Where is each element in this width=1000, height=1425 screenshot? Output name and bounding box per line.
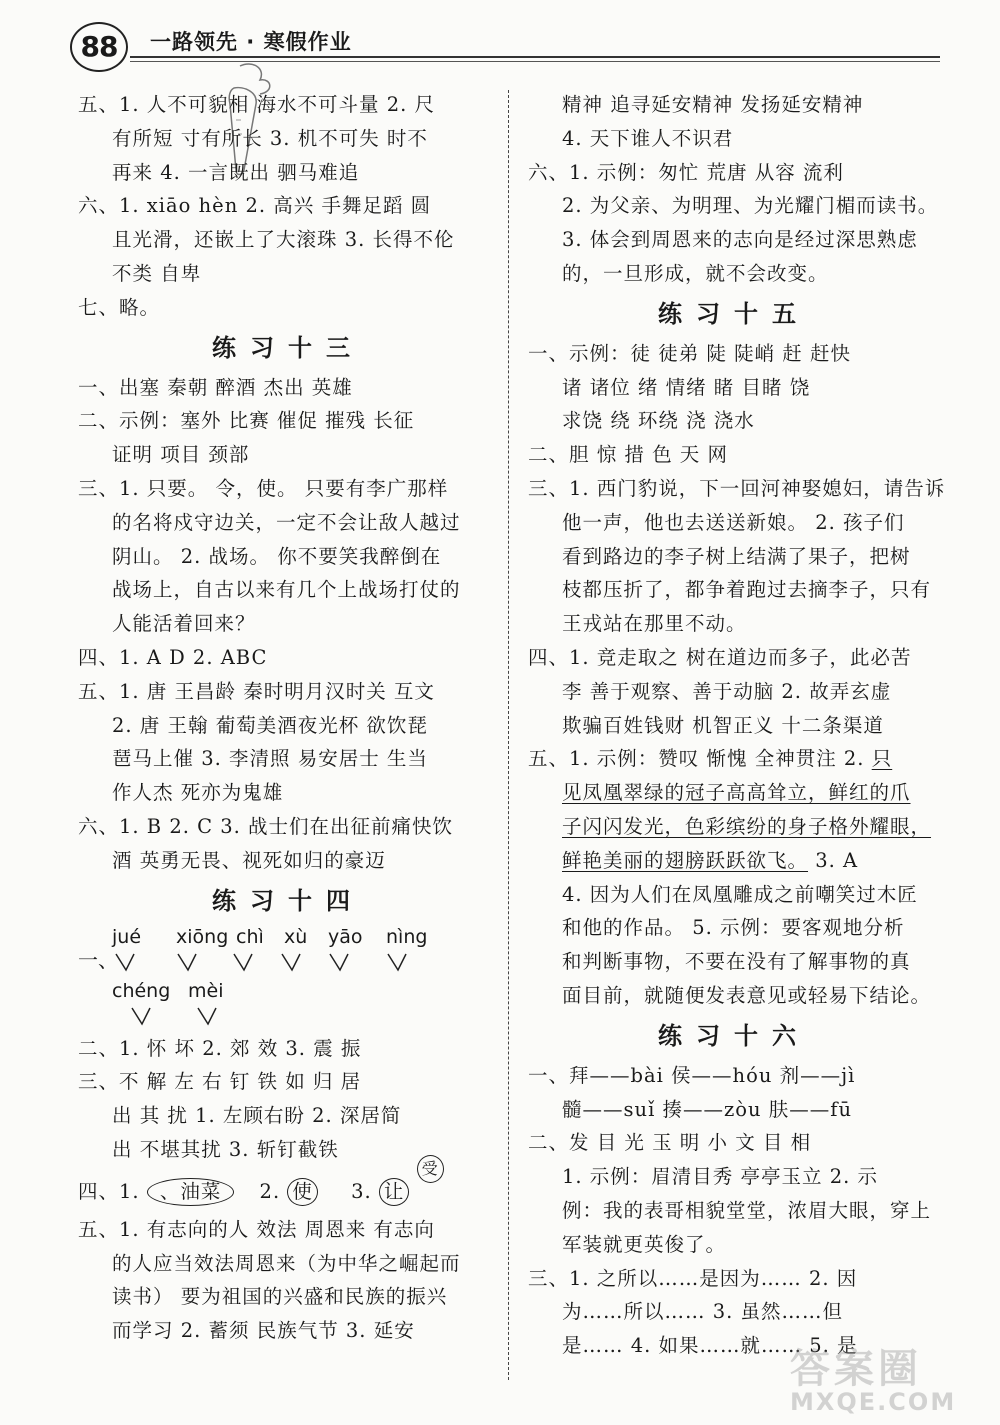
answer-line: 战场上，自古以来有几个上战场打仗的	[112, 578, 461, 602]
pinyin-row-2	[78, 978, 498, 1032]
pinyin-word: nìng	[386, 925, 428, 948]
answer-line: 和他的作品。 5. 示例：要客观地分析	[562, 916, 905, 940]
underlined-text: 鲜艳美丽的翅膀跃跃欲飞。	[562, 848, 809, 872]
watermark-logo-text: 答案圈	[790, 1346, 922, 1392]
underlined-text: 见凤凰翠绿的冠子高高耸立，鲜红的爪	[562, 781, 911, 805]
answer-line: 为……所以…… 3. 虽然……但	[562, 1300, 844, 1324]
pinyin-word: xiōng	[176, 925, 229, 948]
answer-line-q5	[528, 742, 940, 776]
left-column	[78, 88, 498, 1348]
answer-line: 六、1. B 2. C 3. 战士们在出征前痛快饮	[78, 814, 454, 838]
answer-line: 2. 唐 王翰 葡萄美酒夜光杯 欲饮琵	[112, 713, 428, 737]
answer-line: 作人杰 死亦为鬼雄	[112, 781, 284, 805]
answer-line: 髓——suǐ 揍——zòu 肤——fū	[562, 1097, 853, 1121]
item-number: 3.	[351, 1179, 372, 1203]
question-label: 一、	[78, 947, 118, 972]
answer-line: 五、1. 人不可貌相 海水不可斗量 2. 尺	[78, 93, 436, 116]
pinyin-word: chéng	[112, 979, 171, 1002]
answer-line: 二、胆 惊 措 色 天 网	[528, 443, 728, 467]
left-top-answers	[78, 88, 498, 325]
answer-line: 一、拜——bài 侯——hóu 剂——jì	[528, 1063, 856, 1087]
answer-line: 诸 诸位 绪 情绪 睹 目睹 饶	[562, 375, 811, 399]
answer-line: 出 不堪其扰 3. 斩钉截铁	[112, 1137, 339, 1161]
answer-line: 三、1. 只要。 令，使。 只要有李广那样	[78, 476, 449, 500]
pinyin-row-1	[78, 924, 498, 978]
answer-line: 一、示例：徒 徒弟 陡 陡峭 赶 赶快	[528, 341, 851, 365]
answer-line: 四、1. A D 2. ABC	[78, 645, 268, 669]
answer-line: 枝都压折了，都争着跑过去摘李子，只有	[562, 578, 932, 602]
answer-line: 精神 追寻延安精神 发扬延安精神	[562, 93, 864, 116]
answer-line: 六、1. 示例：匆忙 荒唐 从容 流利	[528, 160, 844, 184]
answer-line: 七、略。	[78, 295, 161, 319]
answer-line: 且光滑，还嵌上了大滚珠 3. 长得不伦	[112, 228, 455, 252]
watermark	[790, 1337, 970, 1415]
answer-line: 2. 为父亲、为明理、为光耀门楣而读书。	[562, 194, 939, 218]
answer-line: 琶马上催 3. 李清照 易安居士 生当	[112, 747, 428, 771]
ex15-answers	[528, 337, 946, 1013]
watermark-url: MXQE.COM	[790, 1388, 957, 1416]
answer-line	[528, 810, 940, 844]
column-divider	[508, 90, 509, 1380]
answer-line: 3. 体会到周恩来的志向是经过深思熟虑	[562, 228, 918, 252]
answer-line: 二、示例：塞外 比赛 催促 摧残 长征	[78, 409, 415, 433]
checkmark-icon	[112, 950, 452, 974]
section-title-ex13: 练习十三	[212, 333, 364, 362]
checkmark-icon	[112, 1004, 252, 1028]
marked-word: 让	[379, 1178, 410, 1206]
answer-line: 酒 英勇无畏、视死如归的豪迈	[112, 848, 386, 872]
answer-line: 读书） 要为祖国的兴盛和民族的振兴	[112, 1285, 448, 1309]
marked-word: 使	[287, 1178, 318, 1206]
page-number: 88	[70, 22, 128, 72]
answer-line: 的名将戍守边关，一定不会让敌人越过	[112, 510, 461, 534]
answer-line: 欺骗百姓钱财 机智正义 十二条渠道	[562, 713, 884, 737]
pinyin-word: xù	[284, 925, 308, 948]
ex14-answers	[78, 1032, 498, 1348]
pinyin-word: yāo	[328, 925, 363, 948]
answer-line: 再来 4. 一言既出 驷马难追	[112, 160, 360, 184]
answer-line	[528, 776, 940, 810]
underlined-text: 只	[871, 747, 893, 771]
answer-line: 不类 自卑	[112, 261, 202, 285]
answer-line: 四、1. 竞走取之 树在道边而多子，此必苦	[528, 645, 912, 669]
answer-line: 六、1. xiāo hèn 2. 高兴 手舞足蹈 圆	[78, 194, 432, 218]
answer-text: 3. A	[808, 848, 859, 872]
answer-line	[528, 844, 940, 878]
answer-line: 和判断事物，不要在没有了解事物的真	[562, 950, 911, 974]
answer-line: 证明 项目 颈部	[112, 443, 250, 467]
answer-line: 李 善于观察、善于动脑 2. 故弄玄虚	[562, 679, 892, 703]
inserted-word: 受	[417, 1155, 444, 1183]
item-number: 2.	[259, 1179, 281, 1203]
answer-line: 有所短 寸有所长 3. 机不可失 时不	[112, 126, 428, 150]
answer-line: 人能活着回来？	[112, 612, 256, 636]
section-title-ex16: 练习十六	[658, 1021, 810, 1050]
answer-line: 4. 天下谁人不识君	[562, 126, 734, 150]
answer-line: 1. 示例：眉清目秀 亭亭玉立 2. 示	[562, 1165, 879, 1189]
right-top-answers	[528, 88, 940, 291]
answer-line: 是…… 4. 如果……就…… 5. 是	[562, 1334, 858, 1358]
question-label: 四、1.	[78, 1179, 140, 1203]
ex13-answers	[78, 371, 498, 878]
book-title: 一路领先 · 寒假作业	[150, 30, 352, 54]
ex16-answers	[528, 1059, 940, 1363]
answer-line: 出 其 扰 1. 左顾右盼 2. 深居简	[112, 1104, 402, 1128]
answer-line: 例：我的表哥相貌堂堂，浓眉大眼，穿上	[562, 1198, 932, 1222]
answer-line: 王戎站在那里不动。	[562, 612, 747, 636]
right-column	[528, 88, 946, 1363]
marked-word: 、油菜	[147, 1178, 235, 1206]
answer-line: 三、不 解 左 右 钉 铁 如 归 居	[78, 1070, 362, 1094]
answer-line: 一、出塞 秦朝 醉酒 杰出 英雄	[78, 375, 353, 399]
pinyin-word: mèi	[188, 979, 224, 1002]
page-header	[0, 0, 1000, 90]
answer-line: 军装就更英俊了。	[562, 1232, 727, 1256]
answer-line: 4. 因为人们在凤凰雕成之前嘲笑过木匠	[562, 882, 918, 906]
pinyin-word: jué	[112, 925, 142, 948]
answer-line: 面目前，就随便发表意见或轻易下结论。	[562, 983, 932, 1007]
answer-line-q4	[78, 1158, 498, 1213]
answer-line: 二、发 目 光 玉 明 小 文 目 相	[528, 1131, 812, 1155]
answer-line: 三、1. 之所以……是因为…… 2. 因	[528, 1266, 858, 1290]
section-title-ex15: 练习十五	[658, 299, 810, 328]
answer-line: 五、1. 唐 王昌龄 秦时明月汉时关 互文	[78, 679, 435, 703]
answer-line: 的，一旦形成，就不会改变。	[562, 261, 829, 285]
answer-line: 求饶 绕 环绕 浇 浇水	[562, 409, 755, 433]
underlined-text: 子闪闪发光，色彩缤纷的身子格外耀眼，	[562, 814, 932, 838]
section-title-ex14: 练习十四	[212, 886, 364, 915]
answer-line: 五、1. 有志向的人 效法 周恩来 有志向	[78, 1217, 435, 1241]
answer-text: 五、1. 示例：赞叹 惭愧 全神贯注 2.	[528, 747, 872, 771]
answer-line: 二、1. 怀 坏 2. 郊 效 3. 震 振	[78, 1036, 362, 1060]
answer-line: 看到路边的李子树上结满了果子，把树	[562, 544, 911, 568]
answer-line: 三、1. 西门豹说，下一回河神娶媳妇，请告诉	[528, 476, 946, 500]
answer-line: 的人应当效法周恩来（为中华之崛起而	[112, 1251, 461, 1275]
pinyin-word: chì	[236, 925, 264, 948]
answer-line: 阴山。 2. 战场。 你不要笑我醉倒在	[112, 544, 442, 568]
answer-line: 而学习 2. 蓄须 民族气节 3. 延安	[112, 1319, 415, 1343]
answer-line: 他一声，他也去送送新娘。 2. 孩子们	[562, 510, 905, 534]
